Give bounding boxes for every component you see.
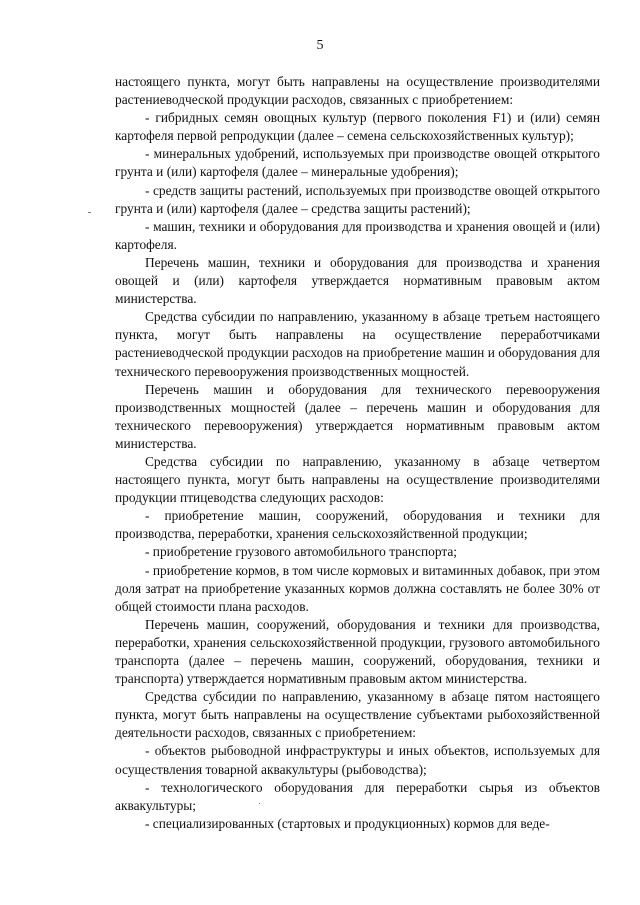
bullet-item: - технологического оборудования для переработки сырья из объектов аквакультуры; (115, 779, 600, 813)
bullet-item: - минеральных удобрений, используемых при производстве овощей открытого грунта и (или) картофеля (далее – минеральные удобрения); (115, 146, 600, 180)
paragraph: Средства субсидии по направлению, указанному в абзаце пятом настоящего пункта, могут быть направлены на осуществление субъектами рыбохозяйственной деятельности расходов, связанных с приобретением: (115, 689, 600, 741)
bullet-item: - специализированных (стартовых и продукционных) кормов для веде- (145, 815, 550, 831)
paragraph: Средства субсидии по направлению, указанному в абзаце третьем настоящего пункта, могут быть направлены на осуществление переработчиками растениеводческой продукции расходов на приобретение машин и оборудования для технического перевооружения производственных мощностей. (115, 309, 600, 379)
bullet-item: - гибридных семян овощных культур (первого поколения F1) и (или) семян картофеля первой репродукции (далее – семена сельскохозяйственных культур); (115, 110, 600, 144)
paragraph: Средства субсидии по направлению, указанному в абзаце четвертом настоящего пункта, могут быть направлены на осуществление производителями продукции птицеводства следующих расходов: (115, 453, 600, 506)
bullet-item: - машин, техники и оборудования для производства и хранения овощей и (или) картофеля. (115, 218, 600, 252)
paragraph: Перечень машин и оборудования для технического перевооружения производственных мощностей (далее – перечень машин и оборудования для технического перевооружения) утверждается нормативным правовым актом министерства. (115, 381, 600, 451)
paragraph: настоящего пункта, могут быть направлены на осуществление производителями растениеводческой продукции расходов, связанных с приобретением: (115, 74, 600, 108)
page-number: 5 (316, 38, 324, 53)
paragraph: Перечень машин, техники и оборудования для производства и хранения овощей и (или) картофеля утверждается нормативным правовым актом министерства. (115, 254, 600, 307)
document-body (115, 73, 600, 833)
bullet-item: - приобретение грузового автомобильного транспорта; (145, 544, 458, 560)
bullet-item: - объектов рыбоводной инфраструктуры и иных объектов, используемых для осуществления товарной аквакультуры (рыбоводства); (115, 743, 600, 777)
paragraph: Перечень машин, сооружений, оборудования и техники для производства, переработки, хранения сельскохозяйственной продукции, грузового автомобильного транспорта (далее – перечень машин, сооружений, оборудования, техники и транспорта) утверждается нормативным правовым актом министерства. (115, 616, 600, 687)
bullet-item: - средств защиты растений, используемых при производстве овощей открытого грунта и (или) картофеля (далее – средства защиты растений); (115, 182, 600, 216)
scan-speck (88, 212, 91, 213)
bullet-item: - приобретение машин, сооружений, оборудования и техники для производства, переработки, хранения сельскохозяйственной продукции; (115, 508, 600, 542)
bullet-item: - приобретение кормов, в том числе кормовых и витаминных добавок, при этом доля затрат на приобретение указанных кормов должна составлять не более 30% от общей стоимости плана расходов. (115, 562, 600, 614)
